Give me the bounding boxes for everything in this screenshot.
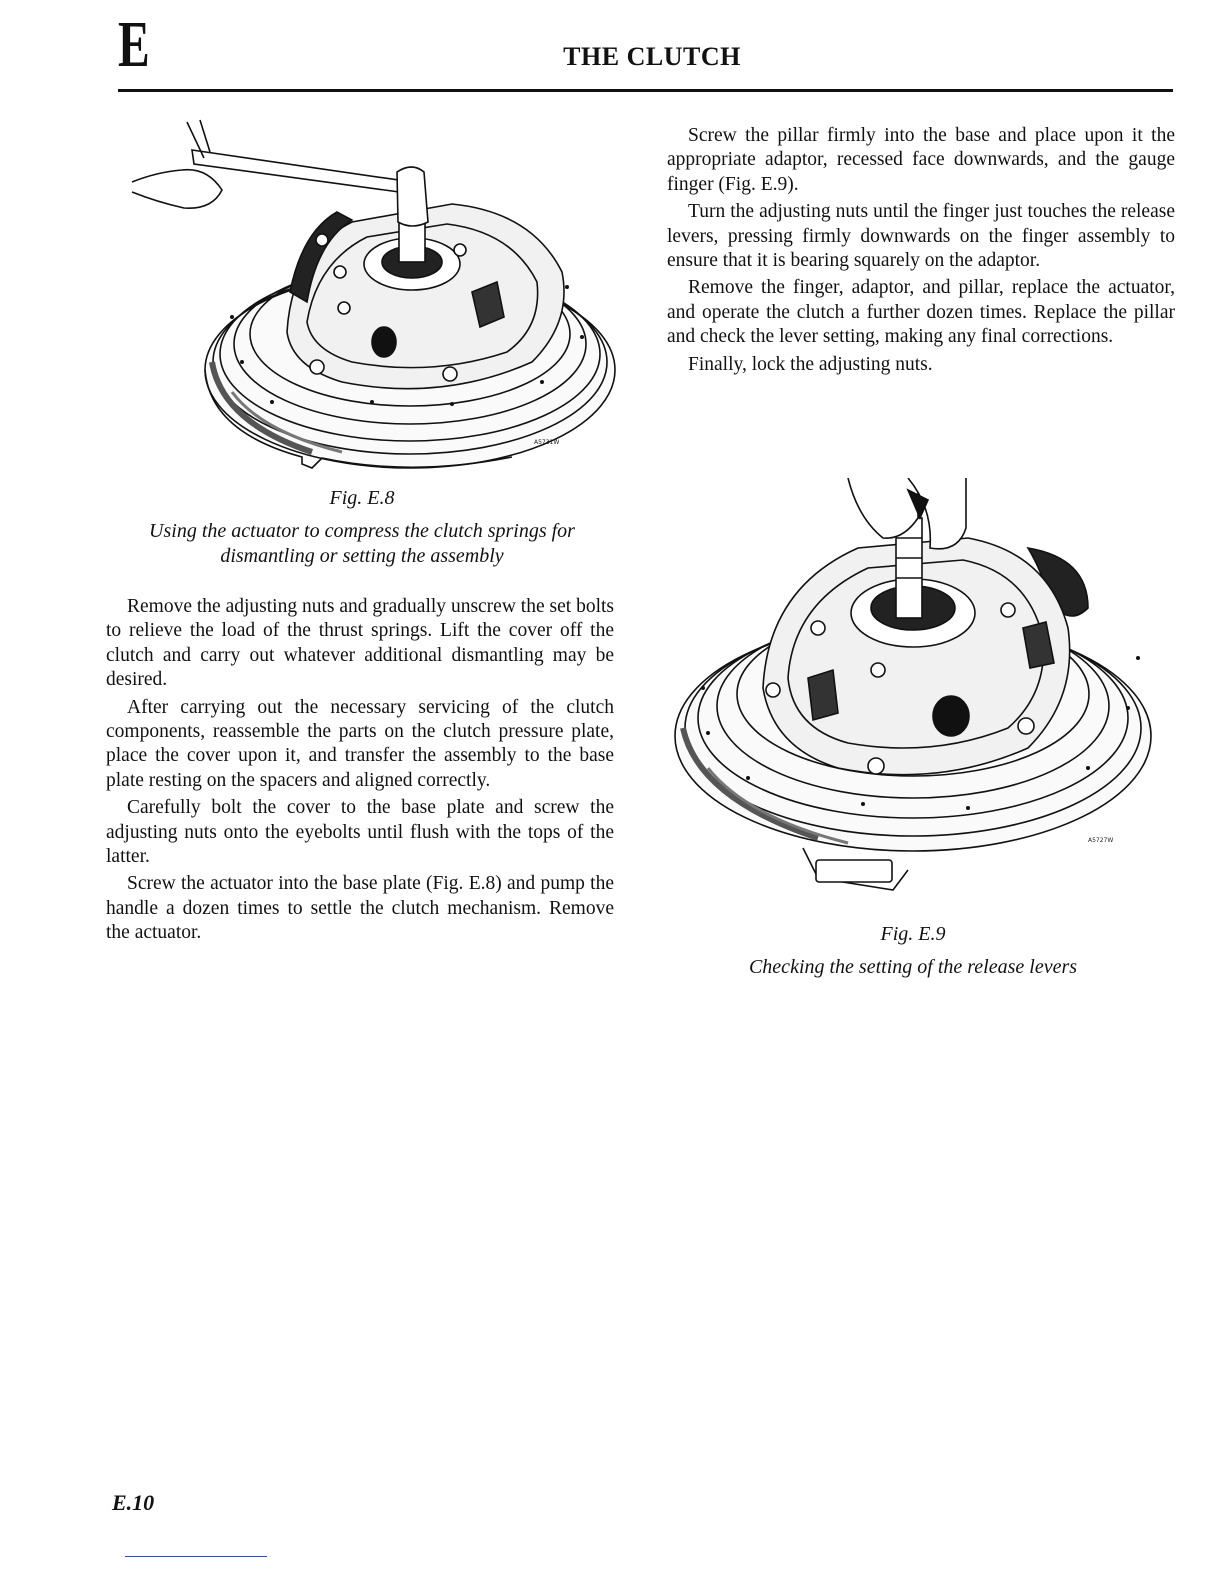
paragraph: Screw the actuator into the base plate (Fig. E.8) and pump the handle a dozen times to settle the clutch mechanism. Remove the actuator. [106, 873, 614, 944]
figure-code: A5727W [1088, 837, 1114, 844]
figure-e8-caption-line: Using the actuator to compress the clutch springs for [149, 520, 575, 542]
figure-e8-caption-line: dismantling or setting the assembly [220, 545, 504, 567]
paragraph: Remove the finger, adaptor, and pillar, replace the actuator, and operate the clutch a further dozen times. Replace the pillar and check the lever setting, making any final corrections. [667, 277, 1175, 348]
section-letter: E [118, 8, 150, 81]
left-column [106, 595, 614, 949]
figure-e9-caption-line: Checking the setting of the release levers [748, 956, 1078, 978]
page-title: THE CLUTCH [563, 42, 741, 71]
page-number: E.10 [112, 1490, 155, 1515]
header-rule [118, 89, 1173, 92]
paragraph: Carefully bolt the cover to the base plate and screw the adjusting nuts onto the eyebolts until flush with the tops of the latter. [106, 797, 614, 868]
paragraph: After carrying out the necessary servicing of the clutch components, reassemble the parts on the clutch pressure plate, place the cover upon it, and transfer the assembly to the base plate resting on the spacers and aligned correctly. [106, 696, 614, 791]
figure-code: A5731W [534, 439, 560, 446]
paragraph: Screw the pillar firmly into the base and place upon it the appropriate adaptor, recessed face downwards, and the gauge finger (Fig. E.9). [667, 125, 1175, 195]
figure-e8-caption [112, 486, 612, 569]
footer-line [125, 1556, 267, 1557]
paragraph: Remove the adjusting nuts and gradually unscrew the set bolts to relieve the load of the thrust springs. Lift the cover off the clutch and carry out whatever additional dismantling may be desired. [106, 596, 614, 691]
paragraph: Finally, lock the adjusting nuts. [688, 353, 933, 375]
figure-e9-caption [668, 922, 1158, 980]
figure-e9 [668, 478, 1168, 908]
paragraph: Turn the adjusting nuts until the finger just touches the release levers, pressing firmly downwards on the finger assembly to ensure that it is bearing squarely on the adaptor. [667, 201, 1175, 272]
clutch-lever-gauge-illustration [668, 478, 1168, 908]
figure-e8-label: Fig. E.8 [329, 487, 395, 509]
right-column [667, 124, 1175, 380]
clutch-actuator-illustration [112, 112, 622, 482]
figure-e9-label: Fig. E.9 [880, 923, 946, 945]
figure-e8 [112, 112, 622, 482]
